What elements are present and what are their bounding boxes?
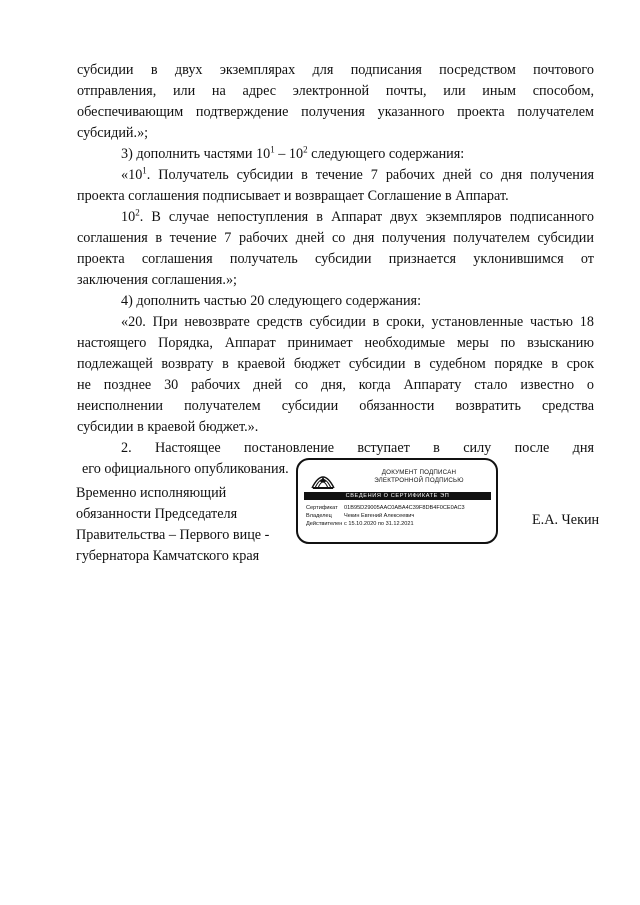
text-run: – 10 <box>274 146 304 162</box>
text-run: следующего содержания: <box>307 146 465 162</box>
certificate-details <box>306 504 492 528</box>
position-line: Правительства – Первого вице - <box>76 527 270 543</box>
electronic-signature-stamp <box>296 458 498 544</box>
paragraph-line: 2. Настоящее постановление вступает в силу после дня <box>121 440 594 456</box>
paragraph-line: отправления, или на адрес электронной почты, или иным способом, <box>77 83 594 99</box>
superscript: 1 <box>270 144 275 155</box>
text-run: . Получатель субсидии в течение 7 рабочих дней со дня получения <box>146 167 594 183</box>
paragraph-line: подлежащей возврату в краевой бюджет субсидии в судебном порядке в срок <box>77 356 594 372</box>
paragraph-line: проекта соглашения получатель субсидии признается уклонившимся от <box>77 251 594 267</box>
certificate-value: 01B95D29005AAC0ABA4C39F8DB4F0CE0AC3 <box>344 505 465 511</box>
certificate-key: Сертификат <box>306 505 338 511</box>
position-line: губернатора Камчатского края <box>76 548 260 564</box>
paragraph-line: субсидий.»; <box>77 125 149 141</box>
paragraph-line: «20. При невозврате средств субсидии в сроки, установленные частью 18 <box>121 314 594 330</box>
certificate-row <box>306 520 492 528</box>
certificate-row <box>306 504 492 512</box>
coat-of-arms-icon <box>310 468 336 490</box>
paragraph-line: его официального опубликования. <box>82 461 289 477</box>
paragraph-line: обеспечивающим подтверждение получения указанного проекта получателем <box>77 104 594 120</box>
signatory-position <box>76 483 276 567</box>
paragraph-line <box>121 165 594 186</box>
text-run: . В случае непоступления в Аппарат двух экземпляров подписанного <box>139 209 594 225</box>
paragraph-line: настоящего Порядка, Аппарат принимает необходимые меры по взысканию <box>77 335 594 351</box>
superscript: 1 <box>142 165 147 176</box>
stamp-header-line: ДОКУМЕНТ ПОДПИСАН <box>381 469 457 476</box>
superscript: 2 <box>303 144 308 155</box>
paragraph-line: не позднее 30 рабочих дней со дня, когда Аппарату стало известно о <box>77 377 594 393</box>
paragraph-line <box>121 144 464 165</box>
paragraph-line: субсидии в двух экземплярах для подписания посредством почтового <box>77 62 594 78</box>
text-run: 10 <box>121 209 136 225</box>
stamp-header-line: ЭЛЕКТРОННОЙ ПОДПИСЬЮ <box>374 477 464 484</box>
paragraph-line: неисполнении получателем субсидии обязанности возвратить средства <box>77 398 594 414</box>
paragraph-line: 4) дополнить частью 20 следующего содержания: <box>121 293 422 309</box>
paragraph-line: проекта соглашения подписывает и возвращает Соглашение в Аппарат. <box>77 188 509 204</box>
certificate-row <box>306 512 492 520</box>
superscript: 2 <box>135 207 140 218</box>
certificate-info-bar: СВЕДЕНИЯ О СЕРТИФИКАТЕ ЭП <box>304 492 491 500</box>
position-line: обязанности Председателя <box>76 506 238 522</box>
certificate-key: Действителен <box>306 521 343 527</box>
paragraph-line: соглашения в течение 7 рабочих дней со дня получения получателем субсидии <box>77 230 594 246</box>
paragraph-line: заключения соглашения.»; <box>77 272 238 288</box>
certificate-key: Владелец <box>306 513 332 519</box>
paragraph-line: субсидии в краевой бюджет.». <box>77 419 259 435</box>
text-run: 3) дополнить частями 10 <box>121 146 271 162</box>
text-run: «10 <box>121 167 143 183</box>
certificate-value: Чекин Евгений Алексеевич <box>344 513 415 519</box>
signer-name: Е.А. Чекин <box>532 512 600 528</box>
stamp-header <box>344 469 494 485</box>
certificate-value: с 15.10.2020 по 31.12.2021 <box>344 521 414 527</box>
position-line: Временно исполняющий <box>76 485 227 501</box>
paragraph-line <box>121 207 594 228</box>
